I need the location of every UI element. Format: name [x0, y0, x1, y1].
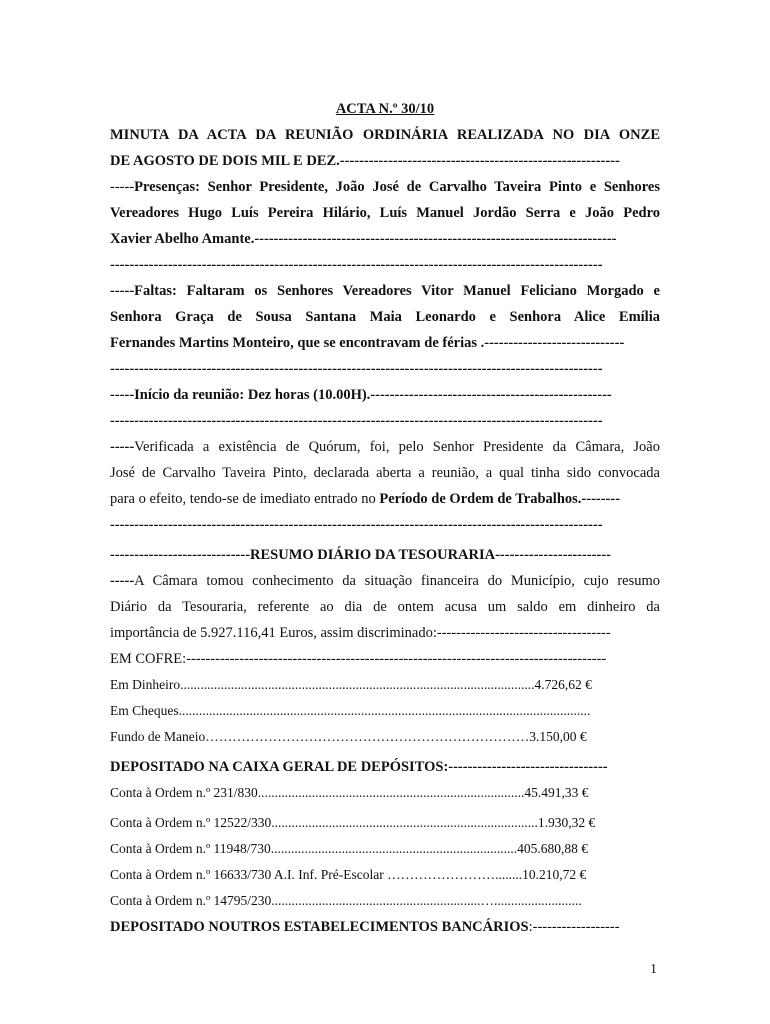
outros-bancos-label: DEPOSITADO NOUTROS ESTABELECIMENTOS BANCÁRIOS [110, 919, 529, 935]
cofre-row-cheques: Em Cheques.......................................................................................................................... [110, 703, 591, 718]
document-title: ACTA N.º 30/10 [335, 101, 435, 117]
presencas-line-3: Xavier Abelho Amante.--------------------------------------------------------------------------- [110, 231, 617, 247]
faltas-line-3: Fernandes Martins Monteiro, que se encontravam de férias .----------------------------- [110, 335, 625, 351]
verificada-line-3-start: para o efeito, tendo-se de imediato entrado no [110, 491, 380, 507]
faltas-line-2: Senhora Graça de Sousa Santana Maia Leonardo e Senhora Alice Emília [110, 309, 660, 325]
em-cofre-heading: EM COFRE:--------------------------------------------------------------------------------------- [110, 651, 607, 667]
cofre-row-fundo-maneio: Fundo de Maneio………………………………………………………………3.150,00 € [110, 729, 587, 744]
verificada-line-1 [110, 434, 660, 460]
separator-line: ------------------------------------------------------------------------------------------------------ [110, 413, 603, 429]
cgd-row: Conta à Ordem n.º 231/830...............................................................................45.491,33 € [110, 785, 589, 800]
cofre-row-dinheiro: Em Dinheiro.........................................................................................................4.726,62 € [110, 677, 592, 692]
cgd-row: Conta à Ordem n.º 11948/730.........................................................................405.680,88 € [110, 841, 589, 856]
heading-line-2: DE AGOSTO DE DOIS MIL E DEZ.---------------------------------------------------------- [110, 153, 620, 169]
faltas-line-1: -----Faltas: Faltaram os Senhores Vereadores Vitor Manuel Feliciano Morgado e [110, 283, 660, 299]
periodo-ordem-trabalhos: Período de Ordem de Trabalhos.-------- [379, 491, 621, 507]
presencas-line-2: Vereadores Hugo Luís Pereira Hilário, Luís Manuel Jordão Serra e João Pedro [110, 205, 660, 221]
presencas-prefix: ----- [110, 179, 135, 195]
outros-bancos-heading [110, 914, 660, 940]
presencas-rest: : Senhor Presidente, João José de Carvalho Taveira Pinto e Senhores [195, 179, 660, 195]
resumo-prefix: ----- [110, 573, 135, 589]
resumo-line-2: Diário da Tesouraria, referente ao dia de ontem acusa um saldo em dinheiro da [110, 599, 660, 615]
heading-line-1: MINUTA DA ACTA DA REUNIÃO ORDINÁRIA REALIZADA NO DIA ONZE [110, 127, 660, 143]
separator-line: ------------------------------------------------------------------------------------------------------ [110, 517, 603, 533]
cgd-heading: DEPOSITADO NA CAIXA GERAL DE DEPÓSITOS:--------------------------------- [110, 759, 608, 775]
cgd-row: Conta à Ordem n.º 16633/730 A.I. Inf. Pré-Escolar ……………………........10.210,72 € [110, 867, 587, 882]
verificada-prefix: ----- [110, 439, 135, 455]
document-page [110, 96, 660, 940]
cgd-row: Conta à Ordem n.º 14795/230..............................................................….......................... [110, 893, 582, 908]
verificada-rest: Verificada a existência de Quórum, foi, pelo Senhor Presidente da Câmara, João [134, 439, 660, 455]
verificada-line-2: José de Carvalho Taveira Pinto, declarada aberta a reunião, a qual tinha sido convocada [110, 465, 660, 481]
page-number: 1 [650, 962, 657, 977]
inicio-reuniao: -----Início da reunião: Dez horas (10.00H).-------------------------------------------------- [110, 387, 612, 403]
presencas-line-1 [110, 174, 660, 200]
resumo-line-1 [110, 568, 660, 594]
resumo-line-3: importância de 5.927.116,41 Euros, assim discriminado:------------------------------------ [110, 625, 611, 641]
presencas-label: Presenças [134, 179, 196, 195]
separator-line: ------------------------------------------------------------------------------------------------------ [110, 257, 603, 273]
cgd-row: Conta à Ordem n.º 12522/330...............................................................................1.930,32 € [110, 815, 596, 830]
resumo-tesouraria-heading: -----------------------------RESUMO DIÁRIO DA TESOURARIA------------------------ [110, 547, 611, 563]
resumo-rest: A Câmara tomou conhecimento da situação financeira do Município, cujo resumo [134, 573, 660, 589]
verificada-line-3 [110, 486, 660, 512]
separator-line: ------------------------------------------------------------------------------------------------------ [110, 361, 603, 377]
outros-bancos-tail: :------------------ [528, 919, 620, 935]
